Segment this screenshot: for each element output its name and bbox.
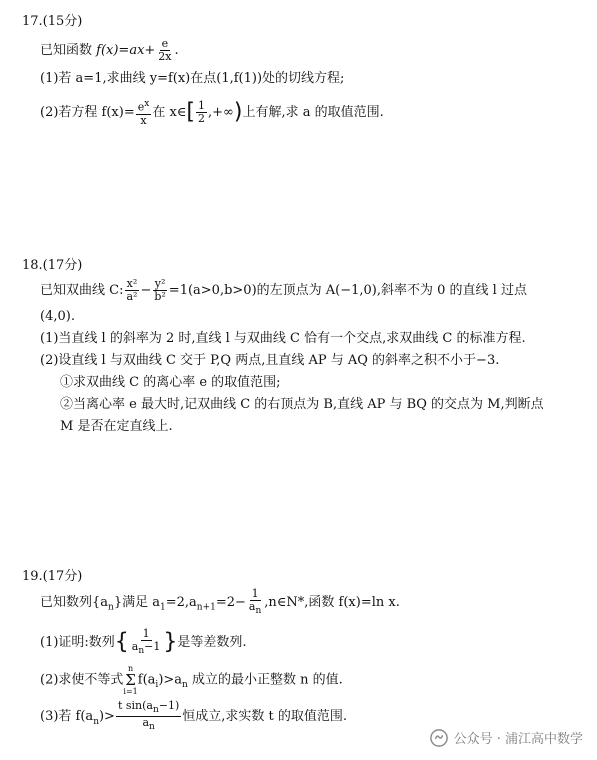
q18-part2-i: ①求双曲线 C 的离心率 e 的取值范围; <box>60 375 281 390</box>
q19-header: 19.(17分) <box>22 569 83 584</box>
q19-part3-fraction: $\frac{t \sin(a_n-1)}{a_n}$ <box>117 699 180 733</box>
q17-header: 17.(15分) <box>22 14 83 29</box>
watermark-text: 公众号 · 浦江高中数学 <box>453 732 583 747</box>
q19-part2: (2)求使不等式 n Σ i=1 $f(a_i)>a_n$ 成立的最小正整数 n 的值. <box>40 664 343 696</box>
q18-header: 18.(17分) <box>22 258 83 273</box>
q18-part1: (1)当直线 l 的斜率为 2 时,直线 l 与双曲线 C 恰有一个交点,求双曲线 C 的标准方程. <box>40 331 526 346</box>
q19-part1: (1)证明:数列{ $\frac{1}{a_n-1}$ }是等差数列. <box>40 627 247 657</box>
q19-summation: n Σ i=1 <box>123 664 138 696</box>
watermark <box>430 728 583 747</box>
q17-intro: 已知函数 f(x)=ax+ $\frac{e}{2x}$ . <box>40 37 179 63</box>
q18-y-fraction: $\frac{\text{y²}}{\text{b²}}$ <box>154 277 166 303</box>
q19-part3: (3)若 $f(a_n)>$ $\frac{t \sin(a_n-1)}{a_n}$ 恒成立,求实数 t 的取值范围. <box>40 699 348 733</box>
wechat-official-account-icon <box>430 729 448 747</box>
q17-part1: (1)若 a=1,求曲线 y=f(x)在点(1,f(1))处的切线方程; <box>40 71 345 86</box>
q18-x-fraction: $\frac{\text{x²}}{\text{a²}}$ <box>126 277 138 303</box>
q18-part2-ii: ②当离心率 e 最大时,记双曲线 C 的右顶点为 B,直线 AP 与 BQ 的交点为 M,判断点 <box>60 397 544 412</box>
q18-intro: 已知双曲线 C: $\frac{\text{x²}}{\text{a²}}$ − $\frac{\text{y²}}{\text{b²}}$ =1(a>0,b>0)的左顶点为 A(−1,0),斜率不为 0 的直线 l 过点 <box>40 277 527 303</box>
q19-part1-fraction: $\frac{1}{a_n-1}$ <box>131 627 161 657</box>
q19-intro: 已知数列$\{a_n\}$满足 $a_1=2,a_{n+1}=2-$ $\frac{1}{a_n}$ ,n∈N*,函数 f(x)=ln x. <box>40 587 400 617</box>
q17-part2-fraction: $\frac{e^x}{x}$ <box>137 99 150 127</box>
q17-interval-fraction: $\frac{1}{2}$ <box>198 98 206 125</box>
q19-intro-fraction: $\frac{1}{a_n}$ <box>248 587 262 617</box>
q17-intro-fraction: $\frac{e}{2x}$ <box>158 37 172 63</box>
q18-part2-ii-cont: M 是否在定直线上. <box>60 419 173 434</box>
q18-intro-cont: (4,0). <box>40 309 75 324</box>
q17-part2: (2)若方程 f(x)= $\frac{e^x}{x}$ 在 x∈[ $\frac{1}{2}$ ,+∞)上有解,求 a 的取值范围. <box>40 98 384 127</box>
q18-part2: (2)设直线 l 与双曲线 C 交于 P,Q 两点,且直线 AP 与 AQ 的斜率之积不小于−3. <box>40 353 500 368</box>
